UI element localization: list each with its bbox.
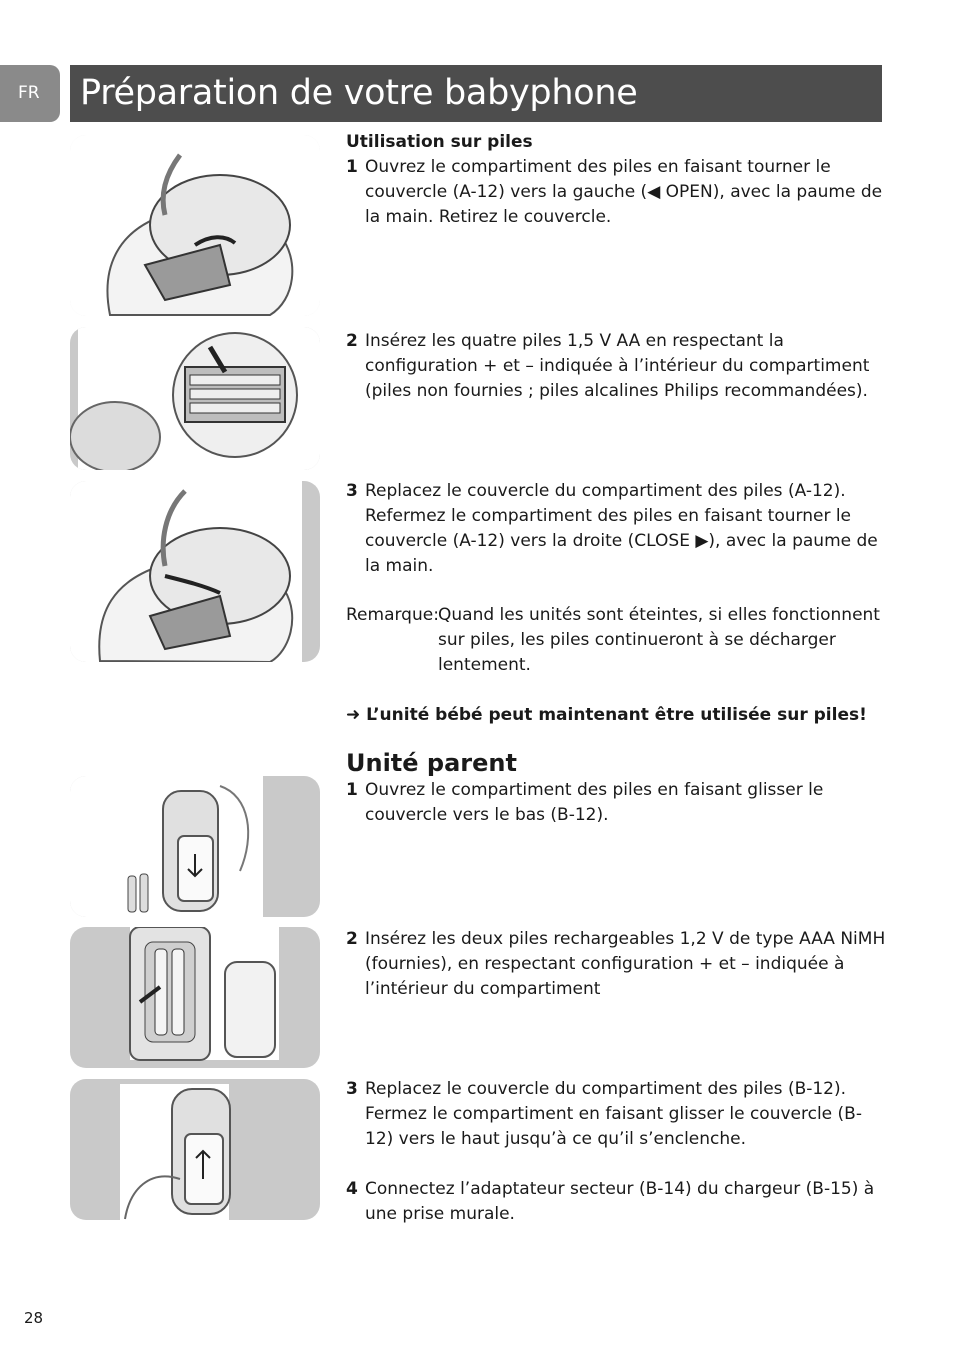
- parent-section-heading: Unité parent: [346, 749, 517, 777]
- language-tab: FR: [0, 65, 60, 122]
- step-text: Ouvrez le compartiment des piles en faisant glisser le couvercle vers le bas (B-12).: [365, 780, 824, 825]
- parent-step-1: [346, 778, 886, 828]
- page-title: Préparation de votre babyphone: [80, 73, 638, 113]
- illustration-insert-aaa-batteries: [70, 927, 320, 1068]
- step-text: Ouvrez le compartiment des piles en faisant tourner le couvercle (A-12) vers la gauche (◀ OPEN), avec la paume de la main. Retirez le couvercle.: [365, 157, 883, 227]
- step-number: 1: [346, 780, 358, 800]
- illustration-open-parent-unit: [70, 776, 320, 917]
- step-number: 3: [346, 481, 358, 501]
- step-number: 4: [346, 1179, 358, 1199]
- parent-step-2: [346, 927, 886, 1002]
- battery-step-3: [346, 479, 886, 579]
- battery-result: ➜ L’unité bébé peut maintenant être utilisée sur piles!: [346, 705, 867, 725]
- step-text: Insérez les deux piles rechargeables 1,2 V de type AAA NiMH (fournies), en respectant configuration + et – indiquée à l’intérieur du compartiment: [365, 929, 886, 999]
- parent-step-3: [346, 1077, 886, 1152]
- step-number: 2: [346, 929, 358, 949]
- step-number: 1: [346, 157, 358, 177]
- illustration-insert-aa-batteries: [70, 327, 320, 470]
- step-text: Replacez le couvercle du compartiment des piles (A-12). Refermez le compartiment des piles en faisant tourner le couvercle (A-12) vers la droite (CLOSE ▶), avec la paume de la main.: [365, 481, 878, 576]
- title-bar: [70, 65, 882, 122]
- step-text: Insérez les quatre piles 1,5 V AA en respectant la configuration + et – indiquée à l’intérieur du compartiment (piles non fournies ; piles alcalines Philips recommandées).: [365, 331, 870, 401]
- battery-step-2: [346, 329, 886, 404]
- illustration-open-baby-unit: [70, 135, 320, 316]
- battery-section-heading: Utilisation sur piles: [346, 132, 533, 152]
- step-number: 2: [346, 331, 358, 351]
- parent-step-4: [346, 1177, 886, 1227]
- illustration-close-baby-unit: [70, 481, 320, 662]
- step-number: 3: [346, 1079, 358, 1099]
- battery-note: [346, 603, 886, 678]
- battery-step-1: [346, 155, 886, 230]
- illustration-close-parent-unit: [70, 1079, 320, 1220]
- step-text: Connectez l’adaptateur secteur (B-14) du chargeur (B-15) à une prise murale.: [365, 1179, 875, 1224]
- step-text: Replacez le couvercle du compartiment des piles (B-12). Fermez le compartiment en faisant glisser le couvercle (B-12) vers le haut jusqu’à ce qu’il s’enclenche.: [365, 1079, 862, 1149]
- page-number: 28: [24, 1309, 44, 1327]
- note-text: Quand les unités sont éteintes, si elles fonctionnent sur piles, les piles continueront à se décharger lentement.: [438, 605, 880, 675]
- note-label: Remarque:: [346, 605, 439, 625]
